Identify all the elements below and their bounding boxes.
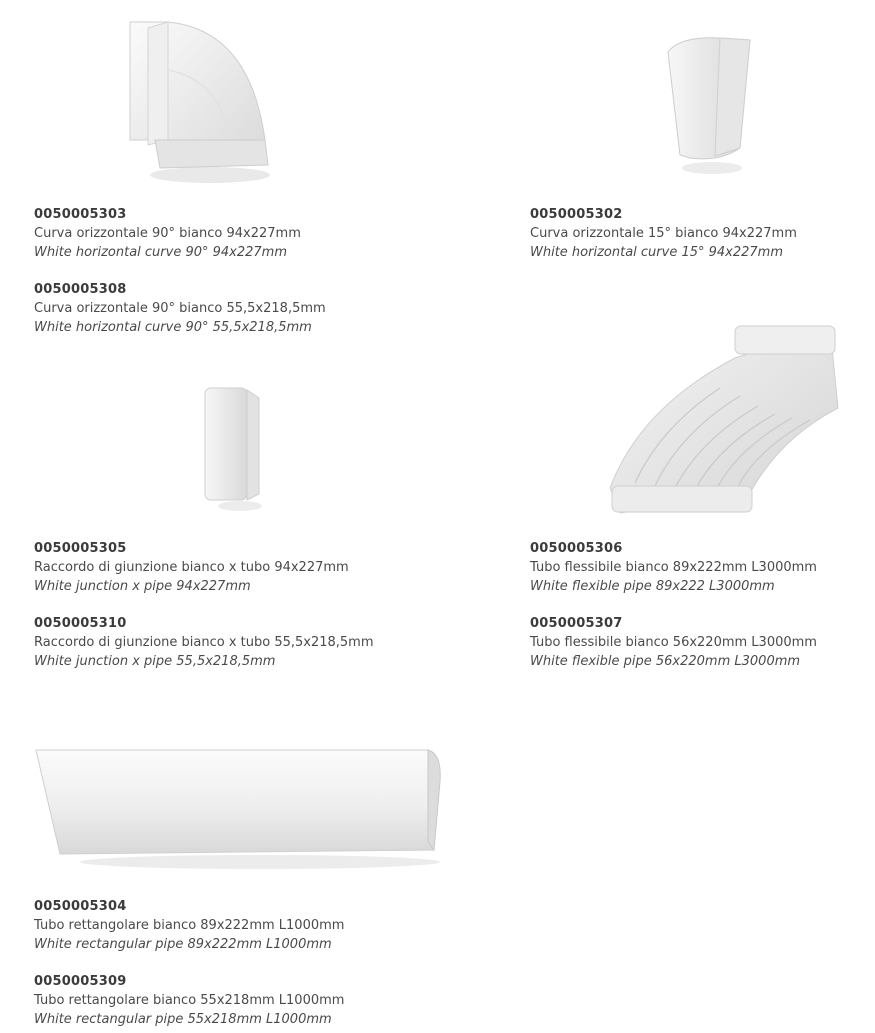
product-code: 0050005309 [34,974,127,989]
product-description-en: White junction x pipe 94x227mm [34,579,251,594]
product-code: 0050005305 [34,541,127,556]
product-description-en: White horizontal curve 15° 94x227mm [530,245,784,260]
product-description-en: White horizontal curve 90° 94x227mm [34,245,288,260]
curve-90-image [110,10,280,190]
rectangular-pipe-image [30,742,445,874]
product-entry [34,972,414,1029]
product-code: 0050005302 [530,207,623,222]
product-code: 0050005308 [34,282,127,297]
product-code: 0050005307 [530,616,623,631]
product-description-en: White flexible pipe 56x220mm L3000mm [530,654,801,669]
product-description-it: Tubo rettangolare bianco 89x222mm L1000mm [34,918,345,933]
product-description-en: White horizontal curve 90° 55,5x218,5mm [34,320,312,335]
product-description-it: Curva orizzontale 90° bianco 94x227mm [34,226,301,241]
product-entry [34,280,414,337]
junction-image [195,378,275,518]
product-description-it: Tubo rettangolare bianco 55x218mm L1000mm [34,993,345,1008]
product-description-it: Tubo flessibile bianco 56x220mm L3000mm [530,635,817,650]
product-entry [530,205,875,262]
product-entry [530,539,875,596]
product-code: 0050005303 [34,207,127,222]
product-description-it: Raccordo di giunzione bianco x tubo 94x227mm [34,560,349,575]
product-description-en: White junction x pipe 55,5x218,5mm [34,654,276,669]
product-entry [34,205,414,262]
product-entry [34,897,414,954]
flexible-pipe-image [600,318,845,518]
product-description-en: White rectangular pipe 55x218mm L1000mm [34,1012,332,1027]
product-description-it: Raccordo di giunzione bianco x tubo 55,5x218,5mm [34,635,374,650]
product-description-it: Tubo flessibile bianco 89x222mm L3000mm [530,560,817,575]
product-code: 0050005310 [34,616,127,631]
product-description-it: Curva orizzontale 15° bianco 94x227mm [530,226,797,241]
curve-15-image [650,30,760,180]
product-entry [530,614,875,671]
product-description-en: White rectangular pipe 89x222mm L1000mm [34,937,332,952]
product-entry [34,614,414,671]
product-entry [34,539,414,596]
product-code: 0050005306 [530,541,623,556]
product-description-en: White flexible pipe 89x222 L3000mm [530,579,775,594]
product-description-it: Curva orizzontale 90° bianco 55,5x218,5mm [34,301,326,316]
product-code: 0050005304 [34,899,127,914]
